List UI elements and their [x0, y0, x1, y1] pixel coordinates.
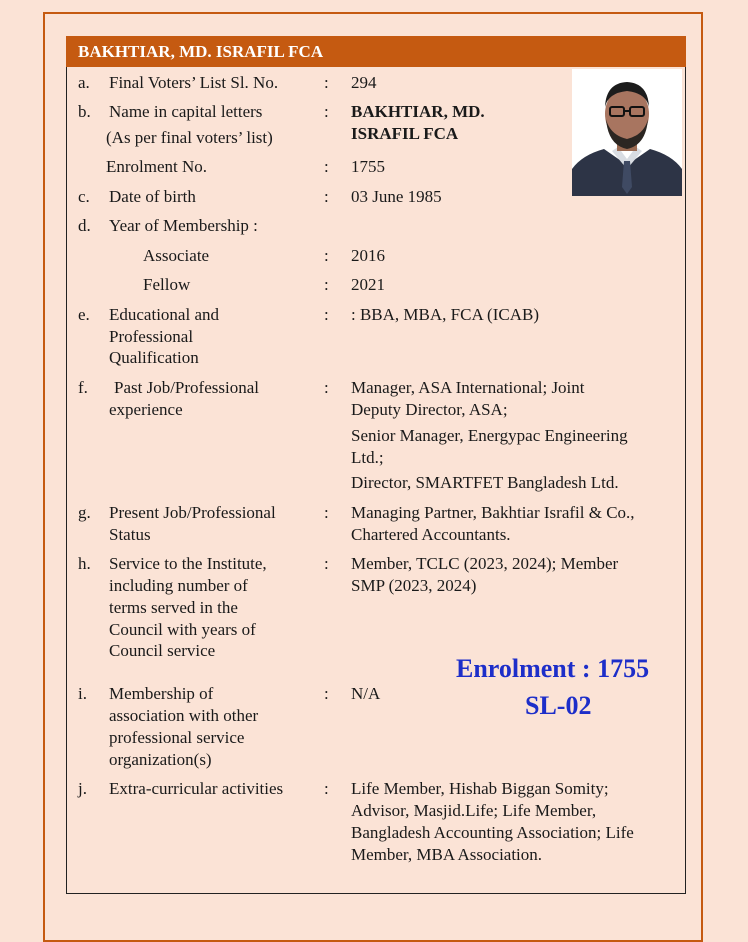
row-h-text-line: Council with years of: [109, 620, 256, 639]
row-h-colon: :: [324, 554, 329, 573]
row-f-value-line: Director, SMARTFET Bangladesh Ltd.: [351, 473, 619, 492]
row-fellow-colon: :: [324, 275, 329, 294]
row-e-label: e.: [78, 305, 90, 324]
card-bottom-rule: [66, 893, 686, 894]
row-associate-colon: :: [324, 246, 329, 265]
row-f-value-line: Manager, ASA International; Joint: [351, 378, 585, 397]
row-i-text-line: Membership of: [109, 684, 214, 703]
candidate-photo: [572, 69, 682, 196]
row-i-label: i.: [78, 684, 87, 703]
row-f-colon: :: [324, 378, 329, 397]
row-e-text-line: Educational and: [109, 305, 219, 324]
row-g-value-line: Managing Partner, Bakhtiar Israfil & Co.,: [351, 503, 635, 522]
row-enrol-value: 1755: [351, 157, 385, 176]
row-a-value: 294: [351, 73, 377, 92]
row-b-label: b.: [78, 102, 91, 121]
row-associate-value: 2016: [351, 246, 385, 265]
row-i-text-line: organization(s): [109, 750, 212, 769]
row-a-label: a.: [78, 73, 90, 92]
row-e-text-line: Professional: [109, 327, 194, 346]
row-g-text-line: Present Job/Professional: [109, 503, 276, 522]
row-f-value-line: Deputy Director, ASA;: [351, 400, 508, 419]
row-f-text-line: Past Job/Professional: [114, 378, 259, 397]
row-i-colon: :: [324, 684, 329, 703]
row-j-colon: :: [324, 779, 329, 798]
row-f-label: f.: [78, 378, 88, 397]
row-f-text-line: experience: [109, 400, 183, 419]
row-c-label: c.: [78, 187, 90, 206]
row-d-label: d.: [78, 216, 91, 235]
row-h-text-line: including number of: [109, 576, 248, 595]
row-a-colon: :: [324, 73, 329, 92]
portrait-image: [572, 69, 682, 196]
row-j-value-line: Life Member, Hishab Biggan Somity;: [351, 779, 609, 798]
row-g-value-line: Chartered Accountants.: [351, 525, 511, 544]
row-i-text-line: association with other: [109, 706, 259, 725]
row-a-text: Final Voters’ List Sl. No.: [109, 73, 279, 92]
row-j-label: j.: [78, 779, 87, 798]
row-h-value-line: SMP (2023, 2024): [351, 576, 477, 595]
row-f-value-line: Ltd.;: [351, 448, 384, 467]
row-b-text2: (As per final voters’ list): [106, 128, 273, 147]
row-b-value: BAKHTIAR, MD.: [351, 102, 485, 121]
row-b-text: Name in capital letters: [109, 102, 263, 121]
row-i-text-line: professional service: [109, 728, 245, 747]
row-c-text: Date of birth: [109, 187, 196, 206]
row-g-text-line: Status: [109, 525, 151, 544]
candidate-name-header: BAKHTIAR, MD. ISRAFIL FCA: [66, 36, 686, 67]
row-g-label: g.: [78, 503, 91, 522]
row-c-colon: :: [324, 187, 329, 206]
row-associate-text: Associate: [143, 246, 210, 265]
row-c-value: 03 June 1985: [351, 187, 442, 206]
row-h-label: h.: [78, 554, 91, 573]
serial-stamp: SL-02: [525, 691, 592, 720]
row-h-text-line: Service to the Institute,: [109, 554, 267, 573]
row-g-colon: :: [324, 503, 329, 522]
row-j-value-line: Member, MBA Association.: [351, 845, 543, 864]
row-fellow-value: 2021: [351, 275, 385, 294]
row-i-value: N/A: [351, 684, 381, 703]
row-j-text: Extra-curricular activities: [109, 779, 284, 798]
row-enrol-colon: :: [324, 157, 329, 176]
row-e-text-line: Qualification: [109, 348, 199, 367]
row-h-text-line: terms served in the: [109, 598, 238, 617]
row-b-colon: :: [324, 102, 329, 121]
row-f-value-line: Senior Manager, Energypac Engineering: [351, 426, 628, 445]
row-d-text: Year of Membership :: [109, 216, 258, 235]
row-h-value-line: Member, TCLC (2023, 2024); Member: [351, 554, 619, 573]
row-j-value-line: Advisor, Masjid.Life; Life Member,: [351, 801, 597, 820]
row-e-value: : BBA, MBA, FCA (ICAB): [351, 305, 539, 324]
row-j-value-line: Bangladesh Accounting Association; Life: [351, 823, 634, 842]
row-fellow-text: Fellow: [143, 275, 191, 294]
row-h-text-line: Council service: [109, 641, 216, 660]
row-e-colon: :: [324, 305, 329, 324]
row-enrol-text: Enrolment No.: [106, 157, 208, 176]
enrolment-stamp: Enrolment : 1755: [456, 654, 650, 683]
row-b-value2: ISRAFIL FCA: [351, 124, 459, 143]
